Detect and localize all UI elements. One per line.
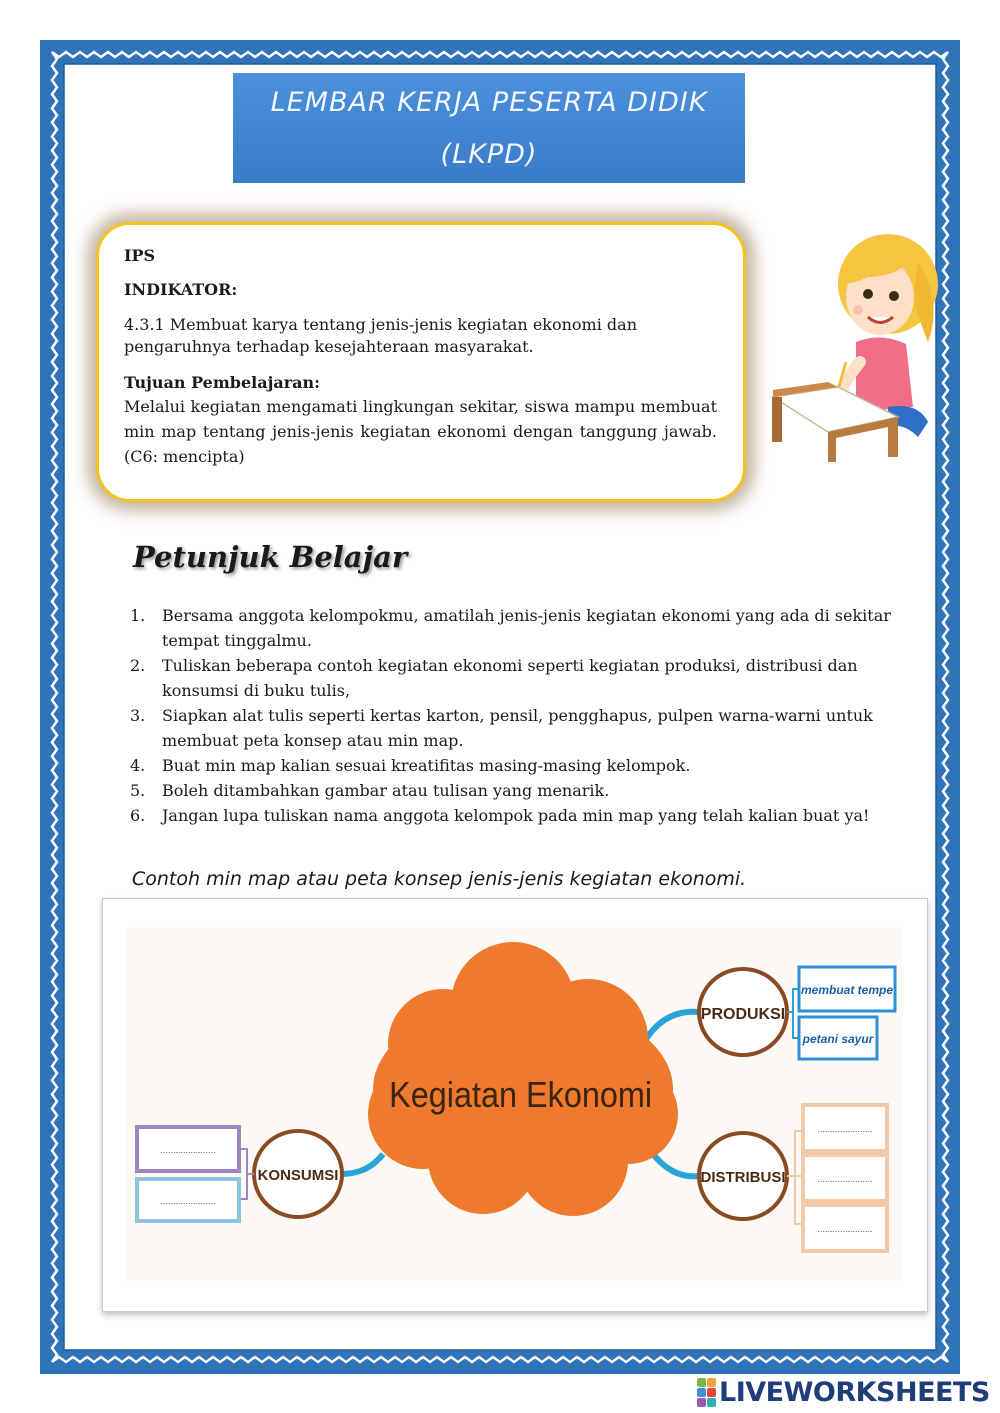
instructions-heading: Petunjuk Belajar: [133, 540, 408, 574]
learning-goal-text: Melalui kegiatan mengamati lingkungan sekitar, siswa mampu membuat min map tentang jenis-jenis kegiatan ekonomi dengan tanggung jawab. (C6: mencipta): [124, 397, 717, 466]
indicator-label: INDIKATOR:: [124, 280, 238, 299]
produksi-example-2: petani sayur: [802, 1032, 874, 1046]
student-writing-illustration: [768, 222, 938, 467]
node-konsumsi-label: KONSUMSI: [257, 1167, 339, 1184]
instruction-text: Jangan lupa tuliskan nama anggota kelompok pada min map yang telah kalian buat ya!: [162, 806, 870, 825]
instruction-number: 5.: [130, 781, 146, 800]
instruction-number: 3.: [130, 706, 146, 725]
instruction-number: 2.: [130, 656, 146, 675]
liveworksheets-brand-text: LIVEWORKSHEETS: [719, 1376, 990, 1408]
konsumsi-placeholder-2: ......................: [160, 1196, 216, 1206]
instruction-text: Tuliskan beberapa contoh kegiatan ekonomi seperti kegiatan produksi, distribusi dan konsumsi di buku tulis,: [162, 656, 858, 700]
node-distribusi-label: DISTRIBUSI: [700, 1169, 786, 1186]
instruction-item: [130, 653, 910, 703]
liveworksheets-logo-icon: [697, 1378, 716, 1407]
produksi-example-1: membuat tempe: [800, 983, 894, 997]
konsumsi-placeholder-1: ......................: [160, 1145, 216, 1155]
instruction-text: Bersama anggota kelompokmu, amatilah jenis-jenis kegiatan ekonomi yang ada di sekitar tempat tinggalmu.: [162, 606, 891, 650]
indicator-text: 4.3.1 Membuat karya tentang jenis-jenis kegiatan ekonomi dan pengaruhnya terhadap kesejahteraan masyarakat.: [124, 315, 638, 356]
distribusi-placeholder-3: ......................: [817, 1224, 873, 1234]
distribusi-placeholder-1: ......................: [817, 1124, 873, 1134]
learning-goal-label: Tujuan Pembelajaran:: [124, 373, 321, 392]
subject-label: IPS: [124, 246, 156, 265]
instruction-text: Boleh ditambahkan gambar atau tulisan yang menarik.: [162, 781, 610, 800]
instruction-item: [130, 703, 910, 753]
instruction-item: [130, 603, 910, 653]
instruction-number: 6.: [130, 806, 146, 825]
liveworksheets-watermark: [697, 1377, 990, 1407]
worksheet-title-line1: LEMBAR KERJA PESERTA DIDIK: [270, 87, 708, 118]
worksheet-title-banner: [233, 73, 745, 183]
mindmap-example-panel: [102, 898, 928, 1312]
instruction-text: Siapkan alat tulis seperti kertas karton, pensil, pengghapus, pulpen warna-warni untuk membuat peta konsep atau min map.: [162, 706, 873, 750]
center-node-label: Kegiatan Ekonomi: [389, 1075, 653, 1116]
instruction-item: [130, 803, 910, 828]
instruction-item: [130, 753, 910, 778]
distribusi-placeholder-2: ......................: [817, 1174, 873, 1184]
instruction-text: Buat min map kalian sesuai kreatifitas masing-masing kelompok.: [162, 756, 691, 775]
worksheet-title-line2: (LKPD): [440, 139, 538, 170]
mindmap-example-caption: Contoh min map atau peta konsep jenis-jenis kegiatan ekonomi.: [132, 868, 747, 890]
instruction-number: 1.: [130, 606, 146, 625]
mindmap-diagram: [103, 899, 929, 1313]
node-produksi-label: PRODUKSI: [700, 1006, 786, 1023]
learning-objectives-box: [96, 222, 746, 502]
instructions-list: [130, 603, 910, 828]
instruction-number: 4.: [130, 756, 146, 775]
instruction-item: [130, 778, 910, 803]
